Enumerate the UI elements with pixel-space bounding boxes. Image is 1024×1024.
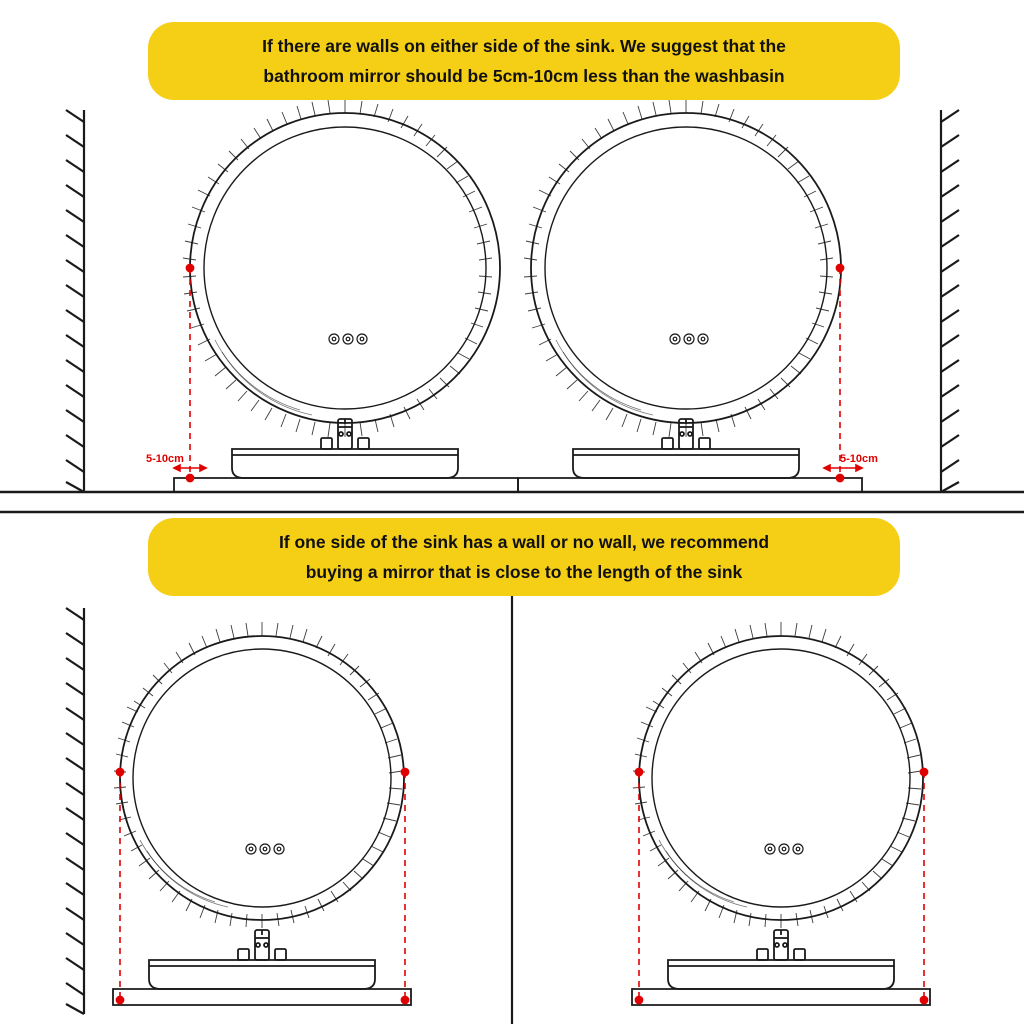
mirror-touch-controls-bottom-left — [246, 844, 284, 854]
mirror-touch-controls-top-left — [329, 334, 367, 344]
dimension-lines-bottom-right — [635, 768, 927, 1003]
basin-bottom-left — [113, 930, 411, 1005]
top-callout-line-1: If there are walls on either side of the sink. We suggest that the — [262, 36, 786, 56]
dimension-lines-bottom-left — [116, 768, 408, 1003]
top-callout-line-2: bathroom mirror should be 5cm-10cm less than the washbasin — [263, 66, 785, 86]
mirror-bottom-left — [114, 622, 404, 928]
mirror-touch-controls-bottom-right — [765, 844, 803, 854]
mirror-touch-controls-top-right — [670, 334, 708, 344]
bottom-callout-line-2: buying a mirror that is close to the length of the sink — [305, 562, 743, 582]
wall-right-top — [941, 110, 959, 492]
wall-left-bottom — [66, 608, 84, 1014]
basin-bottom-right — [632, 930, 930, 1005]
wall-left-top — [66, 110, 84, 492]
basin-top-right — [518, 419, 862, 492]
bottom-callout — [148, 518, 900, 596]
dimension-label-left: 5-10cm — [146, 453, 184, 465]
top-callout — [148, 22, 900, 100]
bottom-callout-line-1: If one side of the sink has a wall or no wall, we recommend — [278, 532, 770, 552]
mirror-top-left — [183, 100, 500, 437]
basin-top-left — [174, 419, 518, 492]
mirror-bottom-right — [633, 622, 923, 928]
mirror-top-right — [524, 100, 841, 437]
dimension-label-right: 5-10cm — [840, 453, 878, 465]
